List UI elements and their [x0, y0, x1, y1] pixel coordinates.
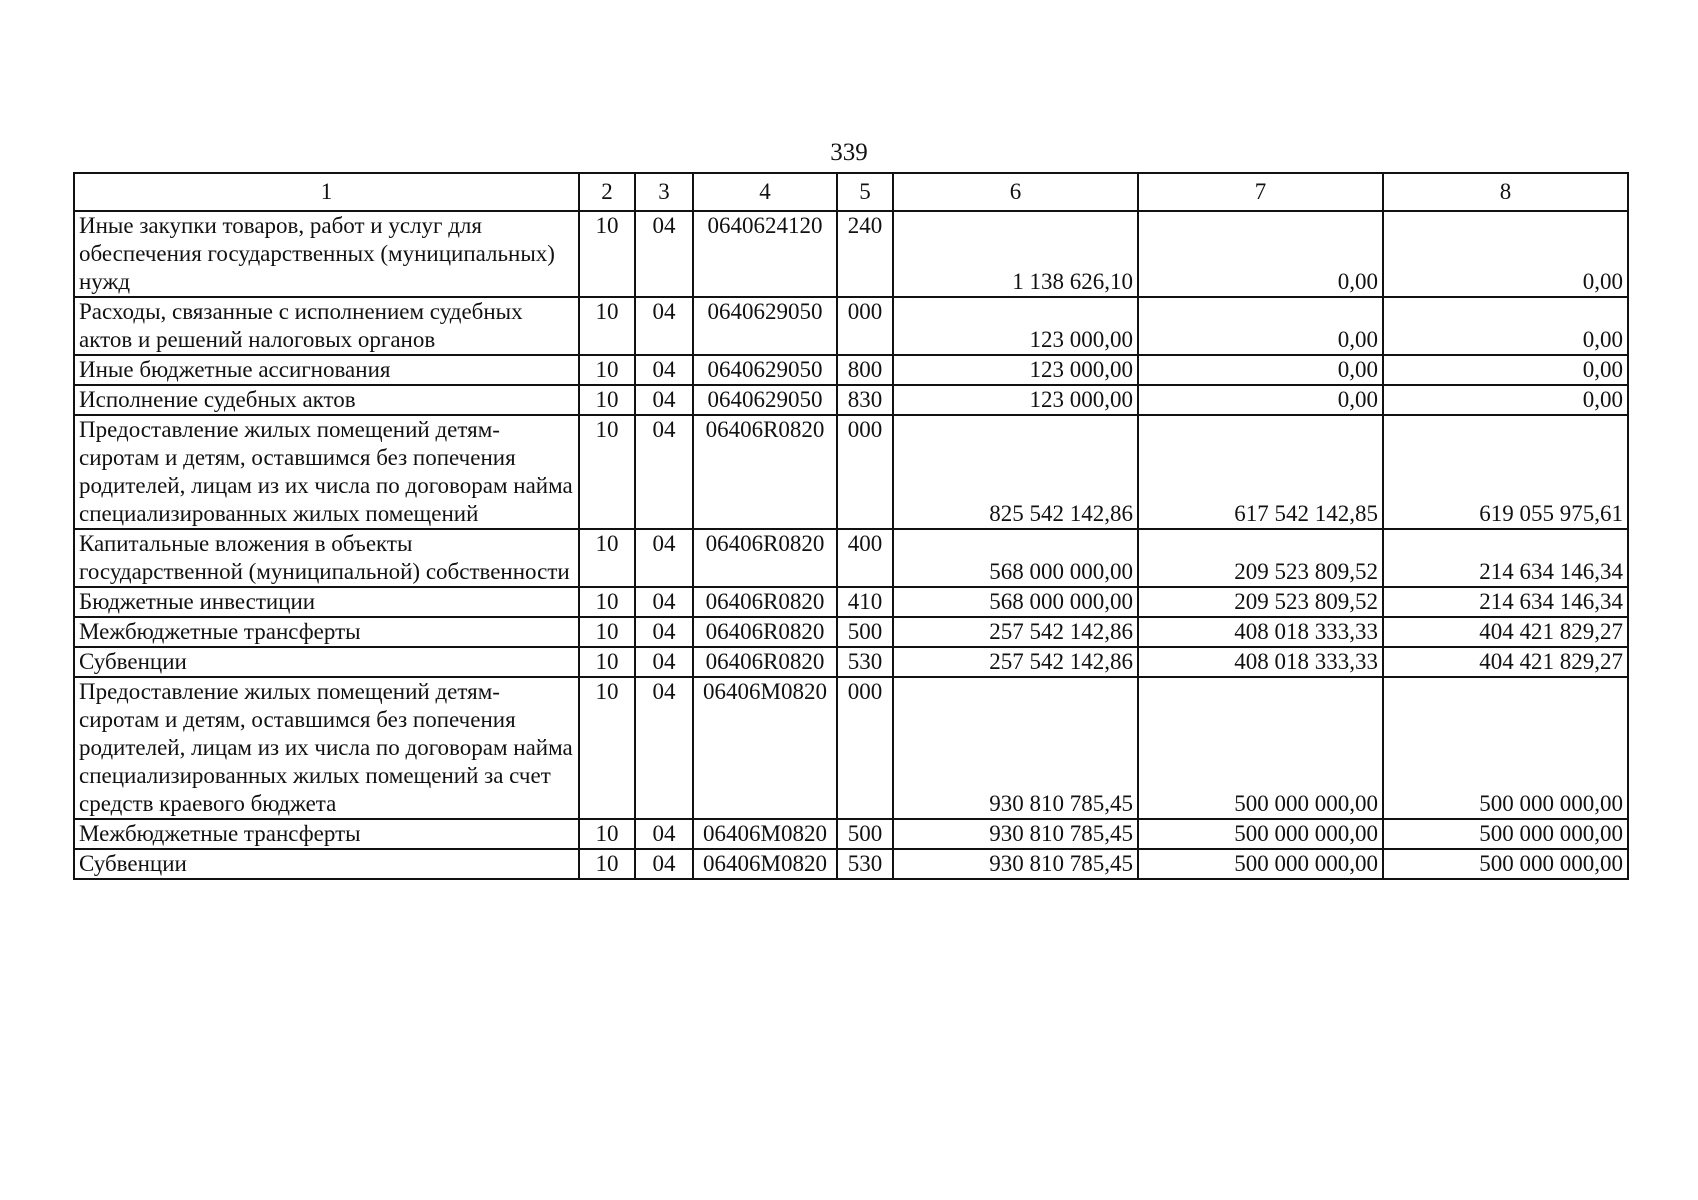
row-amount-6: 123 000,00 — [893, 297, 1138, 355]
row-amount-7: 500 000 000,00 — [1138, 849, 1383, 879]
table-row — [74, 211, 1628, 297]
row-expense-type: 530 — [837, 849, 893, 879]
table-row — [74, 587, 1628, 617]
row-amount-8: 0,00 — [1383, 355, 1628, 385]
row-subsection: 04 — [635, 677, 693, 819]
row-name: Иные закупки товаров, работ и услуг для обеспечения государственных (муниципальных) нужд — [74, 211, 579, 297]
row-amount-7: 0,00 — [1138, 211, 1383, 297]
row-section: 10 — [579, 385, 635, 415]
header-cell: 4 — [693, 173, 837, 211]
table-row — [74, 849, 1628, 879]
row-amount-7: 500 000 000,00 — [1138, 819, 1383, 849]
row-amount-7: 408 018 333,33 — [1138, 647, 1383, 677]
table-row — [74, 617, 1628, 647]
row-target-code: 06406R0820 — [693, 529, 837, 587]
row-amount-8: 214 634 146,34 — [1383, 587, 1628, 617]
row-section: 10 — [579, 677, 635, 819]
row-name: Межбюджетные трансферты — [74, 819, 579, 849]
row-name: Бюджетные инвестиции — [74, 587, 579, 617]
row-target-code: 06406M0820 — [693, 819, 837, 849]
row-subsection: 04 — [635, 415, 693, 529]
row-target-code: 0640624120 — [693, 211, 837, 297]
row-name: Капитальные вложения в объекты государственной (муниципальной) собственности — [74, 529, 579, 587]
header-cell: 3 — [635, 173, 693, 211]
row-amount-6: 257 542 142,86 — [893, 647, 1138, 677]
row-target-code: 06406R0820 — [693, 415, 837, 529]
row-amount-6: 930 810 785,45 — [893, 849, 1138, 879]
row-subsection: 04 — [635, 355, 693, 385]
row-expense-type: 400 — [837, 529, 893, 587]
row-amount-6: 568 000 000,00 — [893, 529, 1138, 587]
page-number: 339 — [830, 139, 868, 166]
row-subsection: 04 — [635, 647, 693, 677]
row-target-code: 06406R0820 — [693, 617, 837, 647]
table-row — [74, 355, 1628, 385]
row-amount-6: 123 000,00 — [893, 355, 1138, 385]
row-expense-type: 000 — [837, 297, 893, 355]
row-name: Расходы, связанные с исполнением судебных актов и решений налоговых органов — [74, 297, 579, 355]
row-subsection: 04 — [635, 819, 693, 849]
table-row — [74, 385, 1628, 415]
header-cell: 1 — [74, 173, 579, 211]
row-expense-type: 500 — [837, 617, 893, 647]
row-amount-8: 0,00 — [1383, 385, 1628, 415]
row-subsection: 04 — [635, 211, 693, 297]
row-target-code: 0640629050 — [693, 385, 837, 415]
row-target-code: 06406R0820 — [693, 587, 837, 617]
row-expense-type: 800 — [837, 355, 893, 385]
row-amount-7: 209 523 809,52 — [1138, 529, 1383, 587]
row-amount-6: 568 000 000,00 — [893, 587, 1138, 617]
row-subsection: 04 — [635, 385, 693, 415]
row-amount-6: 930 810 785,45 — [893, 677, 1138, 819]
row-name: Субвенции — [74, 647, 579, 677]
row-expense-type: 830 — [837, 385, 893, 415]
row-name: Межбюджетные трансферты — [74, 617, 579, 647]
row-section: 10 — [579, 617, 635, 647]
row-target-code: 06406M0820 — [693, 677, 837, 819]
row-amount-7: 209 523 809,52 — [1138, 587, 1383, 617]
row-amount-6: 930 810 785,45 — [893, 819, 1138, 849]
row-name: Исполнение судебных актов — [74, 385, 579, 415]
row-amount-7: 0,00 — [1138, 355, 1383, 385]
row-section: 10 — [579, 415, 635, 529]
row-section: 10 — [579, 587, 635, 617]
row-amount-7: 0,00 — [1138, 297, 1383, 355]
row-amount-8: 214 634 146,34 — [1383, 529, 1628, 587]
row-expense-type: 000 — [837, 677, 893, 819]
row-name: Субвенции — [74, 849, 579, 879]
row-amount-8: 500 000 000,00 — [1383, 819, 1628, 849]
header-cell: 7 — [1138, 173, 1383, 211]
row-amount-8: 500 000 000,00 — [1383, 849, 1628, 879]
row-amount-6: 825 542 142,86 — [893, 415, 1138, 529]
row-target-code: 06406M0820 — [693, 849, 837, 879]
row-amount-7: 617 542 142,85 — [1138, 415, 1383, 529]
row-section: 10 — [579, 211, 635, 297]
row-amount-8: 0,00 — [1383, 211, 1628, 297]
row-target-code: 06406R0820 — [693, 647, 837, 677]
row-expense-type: 240 — [837, 211, 893, 297]
row-target-code: 0640629050 — [693, 355, 837, 385]
row-amount-6: 257 542 142,86 — [893, 617, 1138, 647]
row-amount-8: 404 421 829,27 — [1383, 617, 1628, 647]
row-subsection: 04 — [635, 617, 693, 647]
table-header-row — [74, 173, 1628, 211]
row-expense-type: 500 — [837, 819, 893, 849]
row-section: 10 — [579, 529, 635, 587]
row-name: Иные бюджетные ассигнования — [74, 355, 579, 385]
header-cell: 6 — [893, 173, 1138, 211]
row-expense-type: 530 — [837, 647, 893, 677]
row-section: 10 — [579, 849, 635, 879]
row-amount-8: 500 000 000,00 — [1383, 677, 1628, 819]
row-section: 10 — [579, 355, 635, 385]
table-row — [74, 647, 1628, 677]
row-amount-6: 123 000,00 — [893, 385, 1138, 415]
header-cell: 5 — [837, 173, 893, 211]
row-amount-8: 619 055 975,61 — [1383, 415, 1628, 529]
table-row — [74, 819, 1628, 849]
row-subsection: 04 — [635, 849, 693, 879]
row-name: Предоставление жилых помещений детям-сиротам и детям, оставшимся без попечения родителей, лицам из их числа по договорам найма специализированных жилых помещений за счет средств краевого бюджета — [74, 677, 579, 819]
table-row — [74, 677, 1628, 819]
table-row — [74, 415, 1628, 529]
header-cell: 8 — [1383, 173, 1628, 211]
table-row — [74, 529, 1628, 587]
row-section: 10 — [579, 647, 635, 677]
row-subsection: 04 — [635, 587, 693, 617]
budget-table — [73, 172, 1629, 880]
row-amount-6: 1 138 626,10 — [893, 211, 1138, 297]
row-amount-7: 500 000 000,00 — [1138, 677, 1383, 819]
row-amount-8: 404 421 829,27 — [1383, 647, 1628, 677]
row-expense-type: 410 — [837, 587, 893, 617]
row-subsection: 04 — [635, 297, 693, 355]
row-target-code: 0640629050 — [693, 297, 837, 355]
row-name: Предоставление жилых помещений детям-сиротам и детям, оставшимся без попечения родителей, лицам из их числа по договорам найма специализированных жилых помещений — [74, 415, 579, 529]
row-amount-7: 0,00 — [1138, 385, 1383, 415]
header-cell: 2 — [579, 173, 635, 211]
row-section: 10 — [579, 297, 635, 355]
row-amount-7: 408 018 333,33 — [1138, 617, 1383, 647]
row-expense-type: 000 — [837, 415, 893, 529]
row-subsection: 04 — [635, 529, 693, 587]
table-row — [74, 297, 1628, 355]
row-section: 10 — [579, 819, 635, 849]
row-amount-8: 0,00 — [1383, 297, 1628, 355]
